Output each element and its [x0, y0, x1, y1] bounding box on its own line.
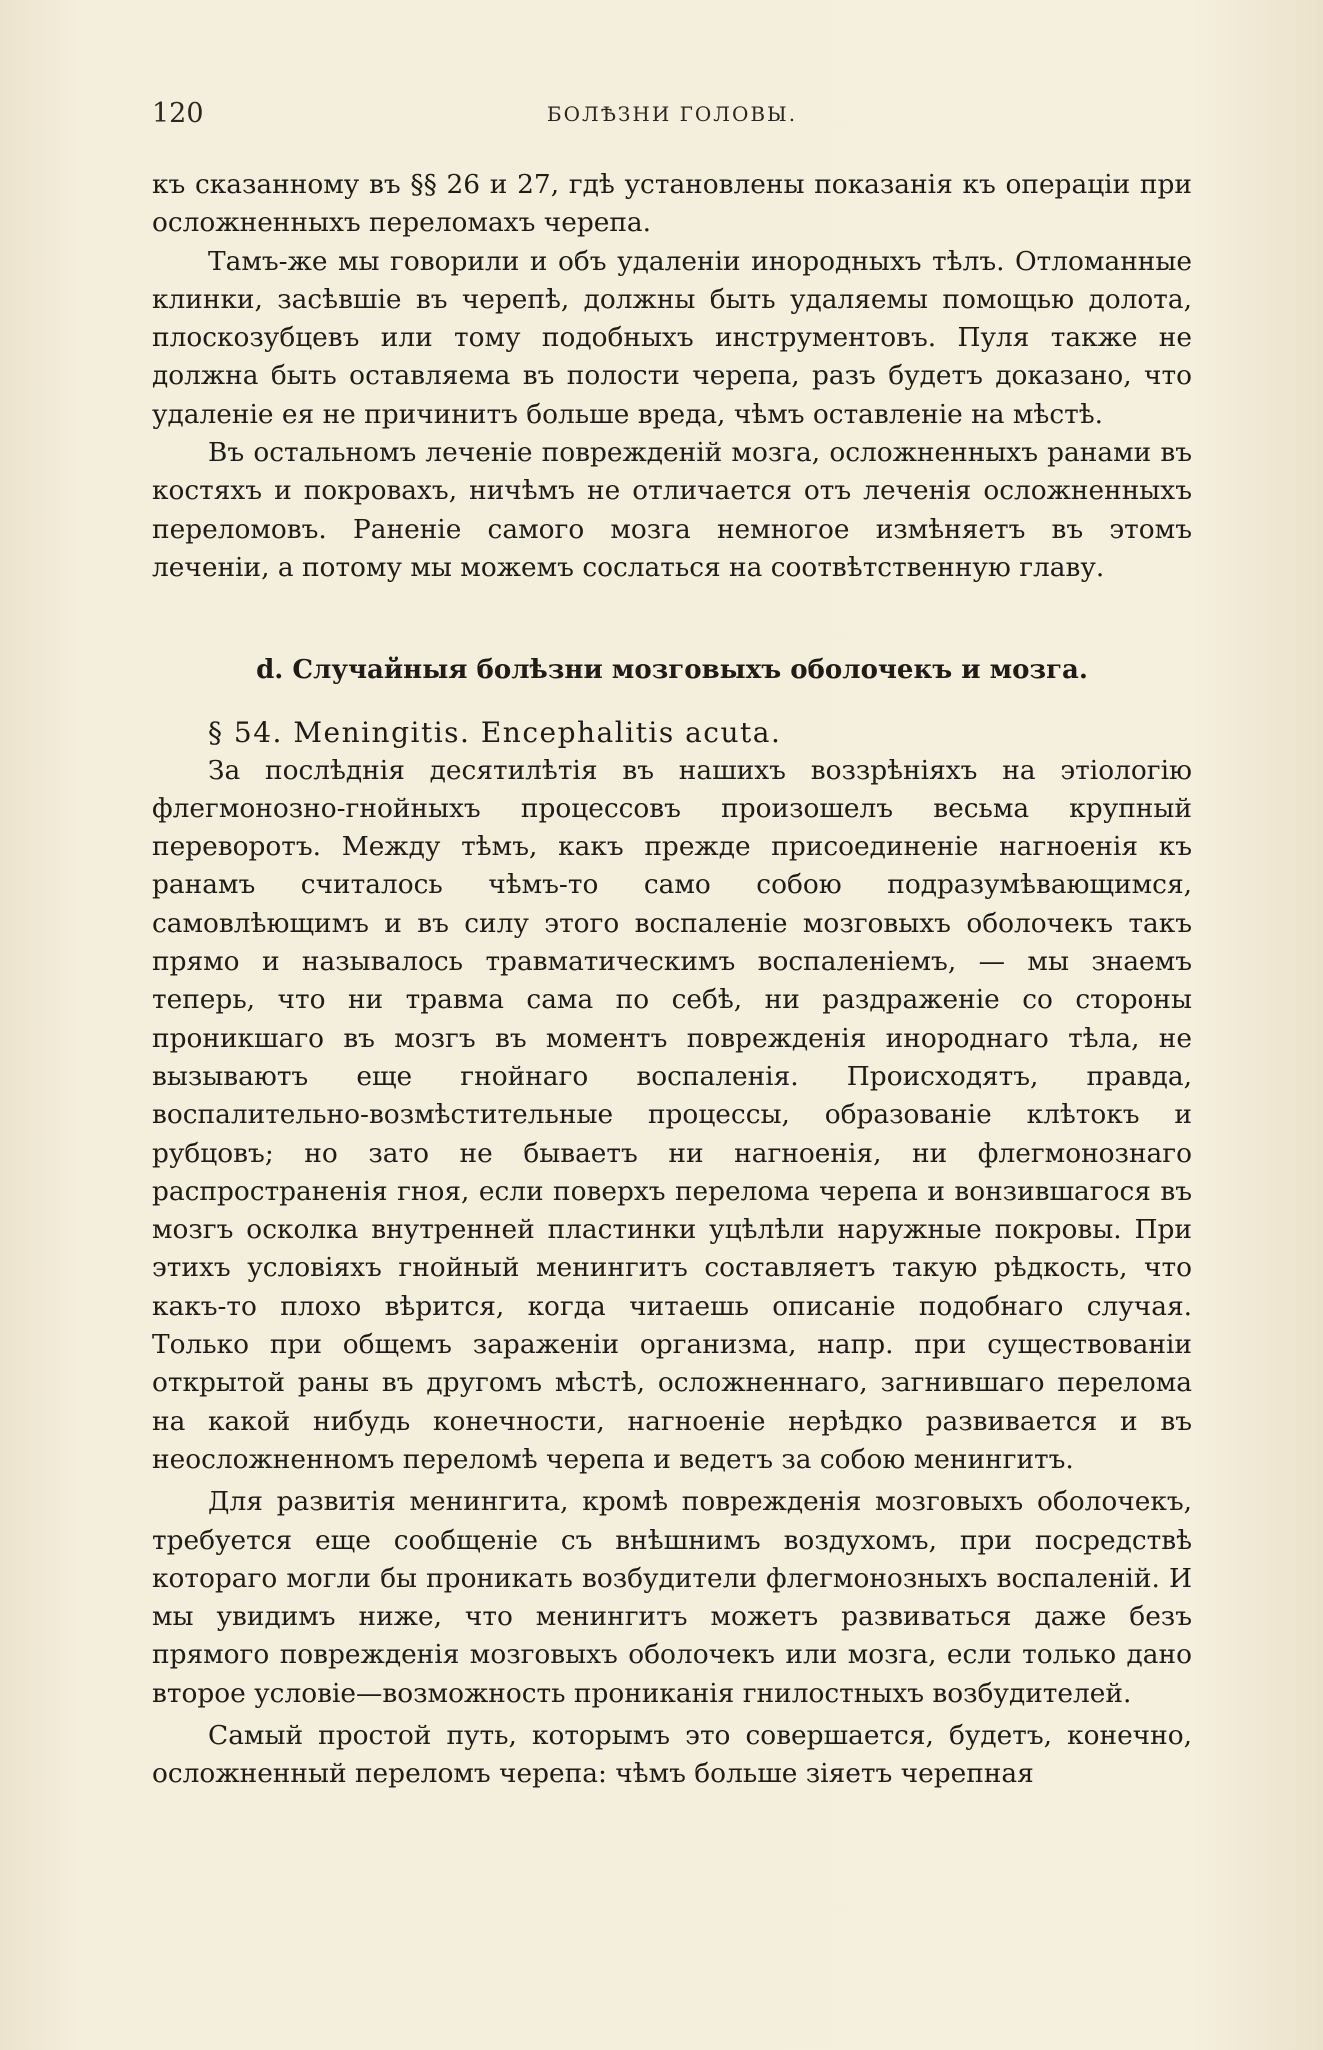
subheading: § 54. Meningitis. Encephalitis acuta. [208, 715, 782, 749]
paragraph: Самый простой путь, которымъ это совершается, будетъ, конечно, осложненный переломъ черепа: чѣмъ больше зіяетъ черепная [152, 1719, 1192, 1790]
section-heading: d. Случайныя болѣзни мозговыхъ оболочекъ и мозга. [256, 655, 1088, 686]
page-header [152, 98, 1192, 132]
page-body [152, 166, 1192, 1794]
paragraph: Тамъ-же мы говорили и объ удаленіи инородныхъ тѣлъ. Отломанные клинки, засѣвшіе въ черепѣ, должны быть удаляемы помощью долота, плоскозубцевъ или тому подобныхъ инструментовъ. Пуля также не должна быть оставляема въ полости черепа, разъ будетъ доказано, что удаленіе ея не причинитъ больше вреда, чѣмъ оставленіе на мѣстѣ. [152, 245, 1192, 430]
paragraph: Въ остальномъ леченіе поврежденій мозга, осложненныхъ ранами въ костяхъ и покровахъ, ничѣмъ не отличается отъ леченія осложненныхъ переломовъ. Раненіе самого мозга немногое измѣняетъ въ этомъ леченіи, а потому мы можемъ сослаться на соотвѣтственную главу. [152, 437, 1192, 583]
paragraph: За послѣднія десятилѣтія въ нашихъ воззрѣніяхъ на этіологію флегмонозно-гнойныхъ процессовъ произошелъ весьма крупный переворотъ. Между тѣмъ, какъ прежде присоединеніе нагноенія къ ранамъ считалось чѣмъ-то само собою подразумѣвающимся, самовлѣющимъ и въ силу этого воспаленіе мозговыхъ оболочекъ такъ прямо и называлось травматическимъ воспаленіемъ, — мы знаемъ теперь, что ни травма сама по себѣ, ни раздраженіе со стороны проникшаго въ мозгъ въ моментъ поврежденія инороднаго тѣла, не вызываютъ еще гнойнаго воспаленія. Происходятъ, правда, воспалительно-возмѣстительные процессы, образованіе клѣтокъ и рубцовъ; но зато не бываетъ ни нагноенія, ни флегмонознаго распространенія гноя, если поверхъ перелома черепа и вонзившагося въ мозгъ осколка внутренней пластинки уцѣлѣли наружные покровы. При этихъ условіяхъ гнойный менингитъ составляетъ такую рѣдкость, что какъ-то плохо вѣрится, когда читаешь описаніе подобнаго случая. Только при общемъ зараженіи организма, напр. при существованіи открытой раны въ другомъ мѣстѣ, осложненнаго, загнившаго перелома на какой нибудь конечности, нагноеніе нерѣдко развивается и въ неосложненномъ переломѣ черепа и ведетъ за собою менингитъ. [152, 754, 1192, 1475]
paragraph: къ сказанному въ §§ 26 и 27, гдѣ установлены показанія къ операціи при осложненныхъ переломахъ черепа. [152, 169, 1192, 239]
paragraph: Для развитія менингита, кромѣ поврежденія мозговыхъ оболочекъ, требуется еще сообщеніе съ внѣшнимъ воздухомъ, при посредствѣ котораго могли бы проникать возбудители флегмонозныхъ воспаленій. И мы увидимъ ниже, что менингитъ можетъ развиваться даже безъ прямого поврежденія мозговыхъ оболочекъ или мозга, если только дано второе условіе—возможность прониканія гнилостныхъ возбудителей. [152, 1486, 1192, 1709]
page-number: 120 [152, 98, 204, 129]
running-head: БОЛѢЗНИ ГОЛОВЫ. [546, 102, 798, 126]
